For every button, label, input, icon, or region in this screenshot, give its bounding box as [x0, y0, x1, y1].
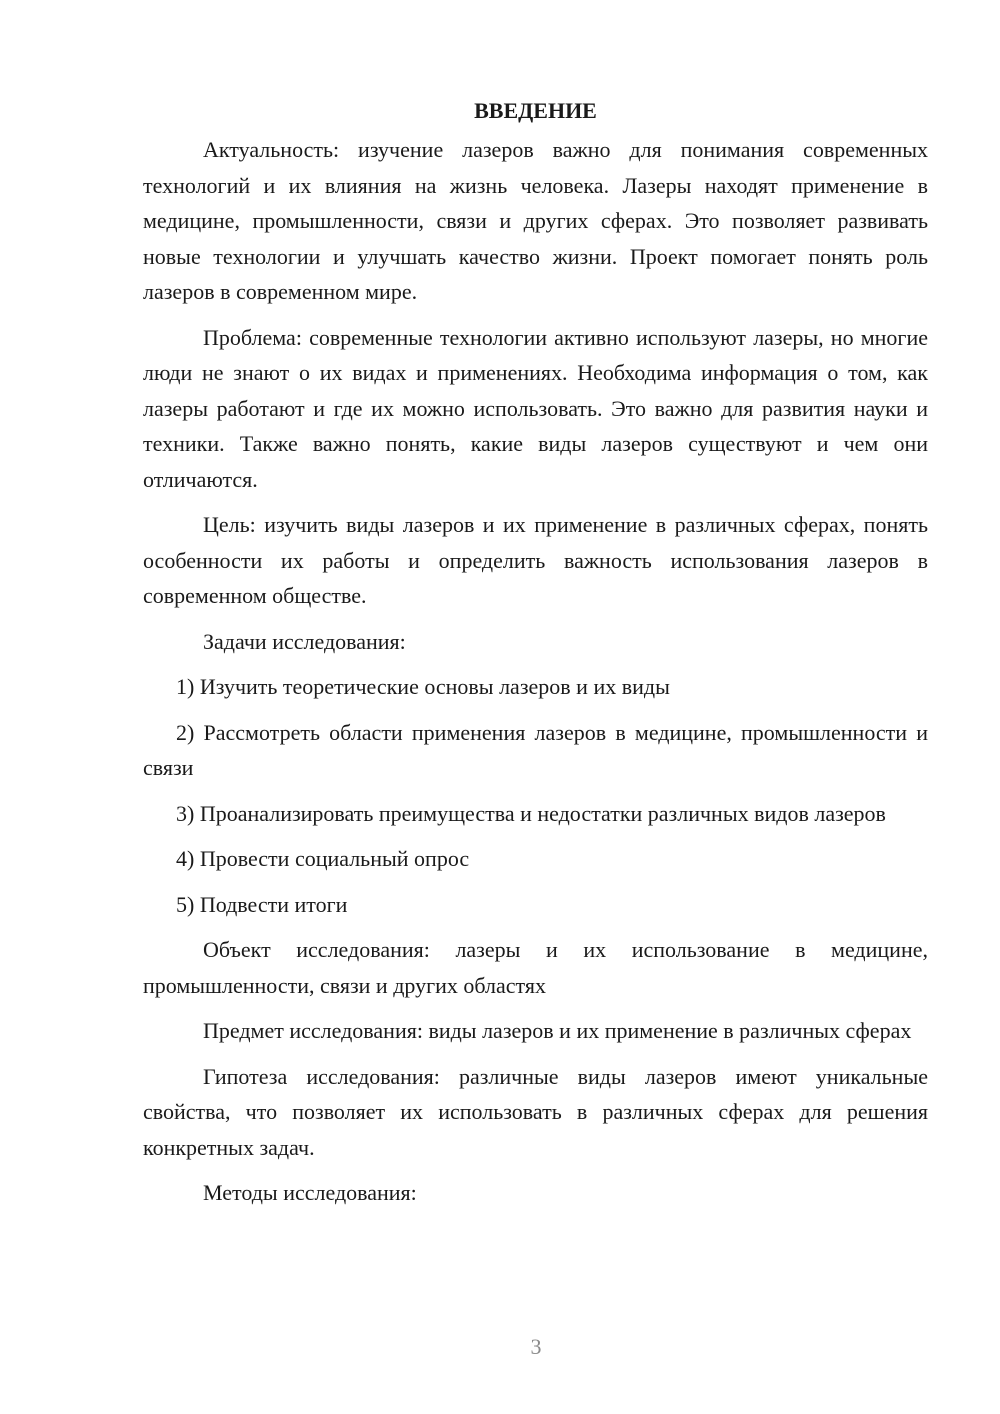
- paragraph-tasks-intro: Задачи исследования:: [203, 628, 406, 654]
- page-number: 3: [530, 1334, 542, 1359]
- paragraph-subject: Предмет исследования: виды лазеров и их применение в различных сферах: [203, 1018, 912, 1043]
- paragraph-methods: Методы исследования:: [203, 1180, 417, 1205]
- paragraph-problem: Проблема: современные технологии активно используют лазеры, но многие люди не знают о их видах и применениях. Необходима информация о том, как лазеры работают и где их можно использовать. Это важно для развития науки и техники. Также важно понять, какие виды лазеров существуют и чем они отличаются.: [143, 324, 928, 492]
- list-item: 1) Изучить теоретические основы лазеров и их виды: [176, 674, 670, 699]
- paragraph-object: Объект исследования: лазеры и их использование в медицине, промышленности, связи и других областях: [143, 937, 928, 998]
- list-item: 2) Рассмотреть области применения лазеров в медицине, промышленности и связи: [143, 719, 928, 780]
- paragraph-hypothesis: Гипотеза исследования: различные виды лазеров имеют уникальные свойства, что позволяет их использовать в различных сферах для решения конкретных задач.: [143, 1063, 928, 1160]
- page-title: ВВЕДЕНИЕ: [474, 98, 597, 123]
- list-item: 4) Провести социальный опрос: [176, 846, 470, 871]
- task-list: [143, 669, 928, 922]
- document-body: [143, 93, 928, 1221]
- paragraph-relevance: Актуальность: изучение лазеров важно для понимания современных технологий и их влияния на жизнь человека. Лазеры находят применение в медицине, промышленности, связи и других сферах. Это позволяет развивать новые технологии и улучшать качество жизни. Проект помогает понять роль лазеров в современном мире.: [143, 137, 928, 304]
- list-item: 3) Проанализировать преимущества и недостатки различных видов лазеров: [176, 800, 886, 826]
- list-item: 5) Подвести итоги: [176, 891, 348, 917]
- paragraph-goal: Цель: изучить виды лазеров и их применение в различных сферах, понять особенности их работы и определить важность использования лазеров в современном обществе.: [143, 512, 928, 608]
